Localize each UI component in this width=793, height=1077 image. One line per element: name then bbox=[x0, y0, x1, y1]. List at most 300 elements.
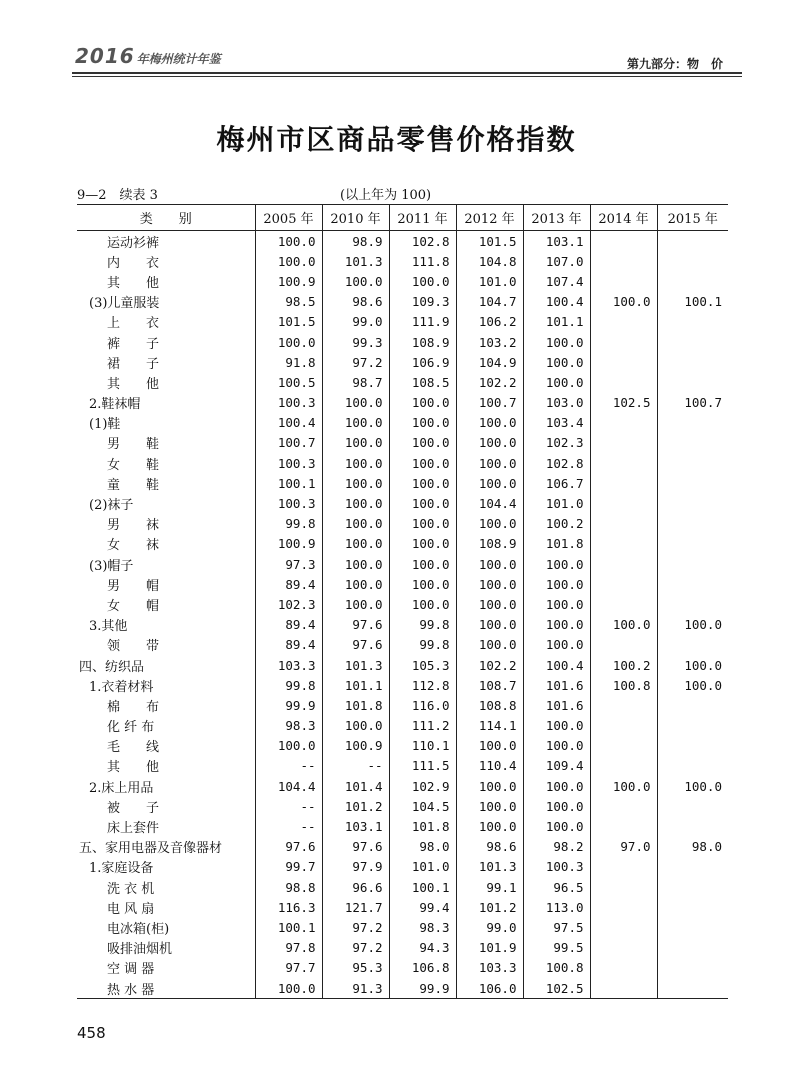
table-cell: 100.0 bbox=[456, 796, 523, 816]
table-cell: 100.0 bbox=[456, 776, 523, 796]
table-row bbox=[77, 938, 728, 958]
table-cell: 96.6 bbox=[322, 877, 389, 897]
table-cell: 100.0 bbox=[389, 574, 456, 594]
table-cell: 102.3 bbox=[523, 433, 590, 453]
table-cell bbox=[657, 594, 728, 614]
table-row bbox=[77, 796, 728, 816]
table-cell: 108.8 bbox=[456, 695, 523, 715]
table-cell bbox=[590, 796, 657, 816]
row-label: 棉 布 bbox=[77, 695, 255, 715]
row-label: (2)袜子 bbox=[77, 493, 255, 513]
table-number: 9—2 续表 3 bbox=[77, 188, 158, 203]
table-cell bbox=[590, 716, 657, 736]
table-cell: 100.1 bbox=[255, 473, 322, 493]
table-cell: 100.4 bbox=[523, 655, 590, 675]
table-cell: 100.4 bbox=[255, 413, 322, 433]
table-row bbox=[77, 413, 728, 433]
table-cell: 100.0 bbox=[322, 271, 389, 291]
table-cell: 100.0 bbox=[322, 433, 389, 453]
table-cell: 98.6 bbox=[322, 292, 389, 312]
table-cell bbox=[657, 372, 728, 392]
table-cell bbox=[590, 594, 657, 614]
table-cell bbox=[590, 938, 657, 958]
table-cell: 98.9 bbox=[322, 231, 389, 252]
table-cell: 104.9 bbox=[456, 352, 523, 372]
table-cell: -- bbox=[322, 756, 389, 776]
table-cell bbox=[657, 958, 728, 978]
row-label: 床上套件 bbox=[77, 816, 255, 836]
table-row bbox=[77, 514, 728, 534]
table-cell bbox=[657, 857, 728, 877]
table-cell: 100.0 bbox=[684, 677, 722, 693]
table-cell: 97.8 bbox=[255, 938, 322, 958]
row-label: 裤 子 bbox=[77, 332, 255, 352]
table-cell bbox=[657, 433, 728, 453]
table-cell bbox=[590, 958, 657, 978]
table-row bbox=[77, 352, 728, 372]
table-cell: 100.3 bbox=[255, 393, 322, 413]
table-cell bbox=[657, 917, 728, 937]
table-cell bbox=[590, 917, 657, 937]
table-cell: 100.0 bbox=[523, 574, 590, 594]
table-row bbox=[77, 615, 728, 635]
table-cell: 97.2 bbox=[322, 917, 389, 937]
table-cell: 94.3 bbox=[389, 938, 456, 958]
table-cell: 109.3 bbox=[389, 292, 456, 312]
table-cell: 100.0 bbox=[523, 594, 590, 614]
table-cell: 112.8 bbox=[389, 675, 456, 695]
table-cell: 111.2 bbox=[389, 716, 456, 736]
row-label: 其 他 bbox=[77, 756, 255, 776]
header-rule-thin bbox=[72, 76, 742, 77]
table-cell: 99.8 bbox=[389, 615, 456, 635]
table-row bbox=[77, 877, 728, 897]
table-cell: 101.2 bbox=[456, 897, 523, 917]
table-cell: 100.0 bbox=[322, 453, 389, 473]
table-cell bbox=[657, 635, 728, 655]
row-label: 内 衣 bbox=[77, 251, 255, 271]
table-row bbox=[77, 332, 728, 352]
table-cell: 100.0 bbox=[523, 796, 590, 816]
table-cell bbox=[590, 574, 657, 594]
table-cell: 116.0 bbox=[389, 695, 456, 715]
table-cell bbox=[590, 534, 657, 554]
table-cell: 108.7 bbox=[456, 675, 523, 695]
row-label: 裙 子 bbox=[77, 352, 255, 372]
table-header-row bbox=[77, 205, 728, 231]
table-cell: 98.6 bbox=[456, 837, 523, 857]
table-cell: 100.2 bbox=[523, 514, 590, 534]
table-cell: 100.0 bbox=[523, 352, 590, 372]
table-cell: 107.0 bbox=[523, 251, 590, 271]
table-cell: 97.7 bbox=[255, 958, 322, 978]
table-cell: 89.4 bbox=[255, 615, 322, 635]
table-cell: 100.0 bbox=[389, 413, 456, 433]
table-cell: 99.3 bbox=[322, 332, 389, 352]
table-cell: 99.1 bbox=[456, 877, 523, 897]
column-header-year: 2014 年 bbox=[590, 205, 657, 231]
table-cell: 114.1 bbox=[456, 716, 523, 736]
table-cell bbox=[657, 352, 728, 372]
table-cell: 107.4 bbox=[523, 271, 590, 291]
table-cell bbox=[657, 312, 728, 332]
table-cell: 100.0 bbox=[389, 433, 456, 453]
table-cell: 101.0 bbox=[523, 493, 590, 513]
table-cell: 101.2 bbox=[322, 796, 389, 816]
table-cell: 100.0 bbox=[684, 657, 722, 673]
table-cell: 104.5 bbox=[389, 796, 456, 816]
table-cell: 100.0 bbox=[389, 493, 456, 513]
table-cell bbox=[590, 857, 657, 877]
table-cell: 99.8 bbox=[255, 514, 322, 534]
table-cell: 100.0 bbox=[389, 473, 456, 493]
table-cell: 105.3 bbox=[389, 655, 456, 675]
table-cell: 100.5 bbox=[255, 372, 322, 392]
column-header-year: 2012 年 bbox=[456, 205, 523, 231]
table-cell: 100.0 bbox=[456, 554, 523, 574]
table-cell bbox=[590, 332, 657, 352]
table-cell bbox=[657, 251, 728, 271]
table-cell bbox=[657, 816, 728, 836]
table-cell: 103.1 bbox=[523, 231, 590, 252]
table-cell: 100.0 bbox=[523, 615, 590, 635]
header-rule bbox=[72, 72, 742, 74]
page-number: 458 bbox=[77, 1024, 106, 1042]
table-row bbox=[77, 372, 728, 392]
table-cell: 89.4 bbox=[255, 635, 322, 655]
table-cell: 97.6 bbox=[322, 837, 389, 857]
table-cell bbox=[657, 413, 728, 433]
table-cell: 100.0 bbox=[456, 736, 523, 756]
row-label: 吸排油烟机 bbox=[77, 938, 255, 958]
table-cell bbox=[590, 352, 657, 372]
table-row bbox=[77, 816, 728, 836]
table-row bbox=[77, 473, 728, 493]
column-header-year: 2011 年 bbox=[389, 205, 456, 231]
table-cell: 100.0 bbox=[322, 554, 389, 574]
row-label: 运动衫裤 bbox=[77, 231, 255, 252]
table-cell: 100.0 bbox=[456, 816, 523, 836]
table-row bbox=[77, 897, 728, 917]
table-row bbox=[77, 857, 728, 877]
row-label: 童 鞋 bbox=[77, 473, 255, 493]
table-cell: 100.0 bbox=[456, 574, 523, 594]
table-cell: 102.2 bbox=[456, 372, 523, 392]
table-row bbox=[77, 453, 728, 473]
table-cell: 101.5 bbox=[255, 312, 322, 332]
table-cell: 100.4 bbox=[523, 292, 590, 312]
table-cell: 98.3 bbox=[389, 917, 456, 937]
table-cell: 100.0 bbox=[322, 413, 389, 433]
row-label: 2.鞋袜帽 bbox=[77, 393, 255, 413]
table-cell bbox=[590, 756, 657, 776]
table-cell bbox=[590, 554, 657, 574]
page-header bbox=[0, 0, 793, 80]
table-cell: 98.8 bbox=[255, 877, 322, 897]
table-cell: 100.0 bbox=[322, 393, 389, 413]
table-cell: 103.3 bbox=[255, 655, 322, 675]
table-cell: 98.3 bbox=[255, 716, 322, 736]
table-cell: 100.0 bbox=[456, 594, 523, 614]
table-cell: 102.8 bbox=[523, 453, 590, 473]
table-cell: 109.4 bbox=[523, 756, 590, 776]
table-cell: 101.4 bbox=[322, 776, 389, 796]
table-row bbox=[77, 433, 728, 453]
table-cell: 100.0 bbox=[255, 251, 322, 271]
table-cell: 100.0 bbox=[590, 615, 657, 635]
table-row bbox=[77, 292, 728, 312]
table-row bbox=[77, 393, 728, 413]
table-row bbox=[77, 917, 728, 937]
table-cell bbox=[590, 453, 657, 473]
yearbook-title bbox=[75, 44, 221, 68]
row-label: 空 调 器 bbox=[77, 958, 255, 978]
yearbook-year: 2016 bbox=[75, 44, 135, 68]
table-cell: 100.0 bbox=[389, 393, 456, 413]
table-cell: 103.3 bbox=[456, 958, 523, 978]
table-cell bbox=[657, 271, 728, 291]
table-cell: 106.7 bbox=[523, 473, 590, 493]
row-label: 电冰箱(柜) bbox=[77, 917, 255, 937]
row-label: (3)帽子 bbox=[77, 554, 255, 574]
table-row bbox=[77, 716, 728, 736]
row-label: 女 帽 bbox=[77, 594, 255, 614]
table-cell: 96.5 bbox=[523, 877, 590, 897]
table-cell: 102.2 bbox=[456, 655, 523, 675]
table-cell bbox=[657, 332, 728, 352]
table-cell: 100.0 bbox=[684, 778, 722, 794]
table-cell: 103.1 bbox=[322, 816, 389, 836]
table-cell bbox=[590, 251, 657, 271]
table-cell: 98.0 bbox=[691, 839, 722, 855]
section-label: 第九部分：物 价 bbox=[626, 57, 723, 71]
table-cell: 100.0 bbox=[255, 332, 322, 352]
table-cell: 100.0 bbox=[684, 617, 722, 633]
table-cell bbox=[590, 271, 657, 291]
table-cell bbox=[657, 796, 728, 816]
table-cell: 100.0 bbox=[255, 231, 322, 252]
table-cell: 97.2 bbox=[322, 352, 389, 372]
table-cell: 99.0 bbox=[456, 917, 523, 937]
table-cell: 100.0 bbox=[322, 594, 389, 614]
row-label: 女 鞋 bbox=[77, 453, 255, 473]
table-cell: 100.0 bbox=[389, 514, 456, 534]
table-cell: 100.0 bbox=[456, 615, 523, 635]
table-cell: 97.3 bbox=[255, 554, 322, 574]
column-header-category: 类 别 bbox=[77, 205, 255, 231]
table-cell: 100.0 bbox=[456, 453, 523, 473]
table-cell: 100.8 bbox=[523, 958, 590, 978]
table-cell: 100.0 bbox=[523, 332, 590, 352]
table-cell: 101.0 bbox=[456, 271, 523, 291]
table-cell: 100.0 bbox=[456, 514, 523, 534]
table-cell: 113.0 bbox=[523, 897, 590, 917]
table-row bbox=[77, 312, 728, 332]
table-cell bbox=[590, 877, 657, 897]
table-cell: 97.9 bbox=[322, 857, 389, 877]
table-cell: 100.9 bbox=[255, 271, 322, 291]
table-cell: 99.8 bbox=[389, 635, 456, 655]
table-cell: 98.2 bbox=[523, 837, 590, 857]
table-cell: 100.0 bbox=[322, 574, 389, 594]
table-row bbox=[77, 574, 728, 594]
column-header-year: 2013 年 bbox=[523, 205, 590, 231]
table-cell bbox=[590, 493, 657, 513]
table-cell: 104.8 bbox=[456, 251, 523, 271]
yearbook-name: 年梅州统计年鉴 bbox=[136, 52, 221, 66]
row-label: 被 子 bbox=[77, 796, 255, 816]
table-cell: 97.2 bbox=[322, 938, 389, 958]
table-row bbox=[77, 231, 728, 252]
table-cell bbox=[657, 978, 728, 999]
table-row bbox=[77, 958, 728, 978]
column-header-year: 2005 年 bbox=[255, 205, 322, 231]
table-cell bbox=[657, 453, 728, 473]
table-cell: 101.3 bbox=[322, 251, 389, 271]
table-cell bbox=[657, 493, 728, 513]
table-row bbox=[77, 978, 728, 999]
row-label: 男 帽 bbox=[77, 574, 255, 594]
table-cell: 100.3 bbox=[523, 857, 590, 877]
row-label: 四、纺织品 bbox=[77, 655, 255, 675]
row-label: 领 带 bbox=[77, 635, 255, 655]
table-body bbox=[77, 231, 728, 999]
table-cell: 89.4 bbox=[255, 574, 322, 594]
row-label: (1)鞋 bbox=[77, 413, 255, 433]
table-cell: 100.0 bbox=[322, 716, 389, 736]
table-cell: 100.7 bbox=[684, 395, 722, 411]
table-cell: 100.0 bbox=[456, 413, 523, 433]
table-cell: 101.8 bbox=[322, 695, 389, 715]
row-label: 女 袜 bbox=[77, 534, 255, 554]
table-cell bbox=[590, 433, 657, 453]
table-cell: 101.6 bbox=[523, 695, 590, 715]
table-cell: 103.4 bbox=[523, 413, 590, 433]
table-cell bbox=[657, 534, 728, 554]
row-label: 1.家庭设备 bbox=[77, 857, 255, 877]
table-row bbox=[77, 554, 728, 574]
table-cell bbox=[657, 574, 728, 594]
row-label: (3)儿童服装 bbox=[77, 292, 255, 312]
table-row bbox=[77, 594, 728, 614]
table-cell: 99.5 bbox=[523, 938, 590, 958]
table-cell: 99.9 bbox=[255, 695, 322, 715]
table-cell: 100.1 bbox=[255, 917, 322, 937]
table-row bbox=[77, 756, 728, 776]
column-header-year: 2015 年 bbox=[657, 205, 728, 231]
table-cell: 100.0 bbox=[322, 473, 389, 493]
table-cell bbox=[657, 554, 728, 574]
table-cell: 108.5 bbox=[389, 372, 456, 392]
table-cell bbox=[590, 978, 657, 999]
table-cell: 100.0 bbox=[523, 736, 590, 756]
table-row bbox=[77, 776, 728, 796]
table-cell: -- bbox=[255, 816, 322, 836]
table-cell bbox=[657, 473, 728, 493]
table-cell: 98.0 bbox=[389, 837, 456, 857]
table-cell bbox=[590, 473, 657, 493]
row-label: 化 纤 布 bbox=[77, 716, 255, 736]
table-cell: 98.7 bbox=[322, 372, 389, 392]
table-cell: 100.2 bbox=[590, 655, 657, 675]
table-cell: 100.0 bbox=[456, 473, 523, 493]
table-cell: 97.0 bbox=[590, 837, 657, 857]
table-cell: 99.8 bbox=[255, 675, 322, 695]
row-label: 男 袜 bbox=[77, 514, 255, 534]
table-cell bbox=[590, 695, 657, 715]
table-cell: 97.5 bbox=[523, 917, 590, 937]
table-cell: 97.6 bbox=[322, 635, 389, 655]
table-cell: 100.0 bbox=[523, 635, 590, 655]
table-cell: 103.2 bbox=[456, 332, 523, 352]
table-cell: 110.1 bbox=[389, 736, 456, 756]
table-row bbox=[77, 635, 728, 655]
table-cell: 100.0 bbox=[523, 372, 590, 392]
table-row bbox=[77, 736, 728, 756]
table-cell: 100.7 bbox=[456, 393, 523, 413]
table-cell: 100.0 bbox=[523, 554, 590, 574]
table-row bbox=[77, 493, 728, 513]
table-cell: 97.6 bbox=[322, 615, 389, 635]
table-cell: 100.9 bbox=[322, 736, 389, 756]
table-cell: 106.8 bbox=[389, 958, 456, 978]
table-cell: 100.0 bbox=[523, 816, 590, 836]
row-label: 3.其他 bbox=[77, 615, 255, 635]
table-cell: 104.4 bbox=[456, 493, 523, 513]
table-cell: 99.7 bbox=[255, 857, 322, 877]
table-cell bbox=[590, 816, 657, 836]
table-cell: 100.1 bbox=[684, 294, 722, 310]
page-title: 梅州市区商品零售价格指数 bbox=[216, 123, 577, 156]
row-label: 电 风 扇 bbox=[77, 897, 255, 917]
table-cell bbox=[657, 695, 728, 715]
table-cell: 106.2 bbox=[456, 312, 523, 332]
table-cell: 100.0 bbox=[389, 534, 456, 554]
table-cell: 100.0 bbox=[389, 453, 456, 473]
table-cell: 102.5 bbox=[590, 393, 657, 413]
table-cell bbox=[657, 736, 728, 756]
table-cell: 102.8 bbox=[389, 231, 456, 252]
table-cell: 106.9 bbox=[389, 352, 456, 372]
row-label: 2.床上用品 bbox=[77, 776, 255, 796]
table-cell: 108.9 bbox=[389, 332, 456, 352]
table-cell: 111.5 bbox=[389, 756, 456, 776]
table-cell: 102.3 bbox=[255, 594, 322, 614]
table-cell: 100.0 bbox=[255, 978, 322, 999]
table-cell: 111.9 bbox=[389, 312, 456, 332]
row-label: 热 水 器 bbox=[77, 978, 255, 999]
table-cell: 110.4 bbox=[456, 756, 523, 776]
table-cell: 100.3 bbox=[255, 493, 322, 513]
row-label: 上 衣 bbox=[77, 312, 255, 332]
table-cell bbox=[657, 877, 728, 897]
table-cell: 100.0 bbox=[456, 433, 523, 453]
table-cell bbox=[590, 372, 657, 392]
table-cell bbox=[590, 514, 657, 534]
table-cell: 104.4 bbox=[255, 776, 322, 796]
table-cell bbox=[590, 897, 657, 917]
table-cell: 108.9 bbox=[456, 534, 523, 554]
table-cell: 100.0 bbox=[255, 736, 322, 756]
table-cell: 111.8 bbox=[389, 251, 456, 271]
table-cell: 116.3 bbox=[255, 897, 322, 917]
table-row bbox=[77, 271, 728, 291]
table-cell: 100.0 bbox=[590, 292, 657, 312]
table-cell bbox=[657, 756, 728, 776]
table-cell bbox=[590, 312, 657, 332]
table-cell: 100.3 bbox=[255, 453, 322, 473]
table-cell: 97.6 bbox=[255, 837, 322, 857]
